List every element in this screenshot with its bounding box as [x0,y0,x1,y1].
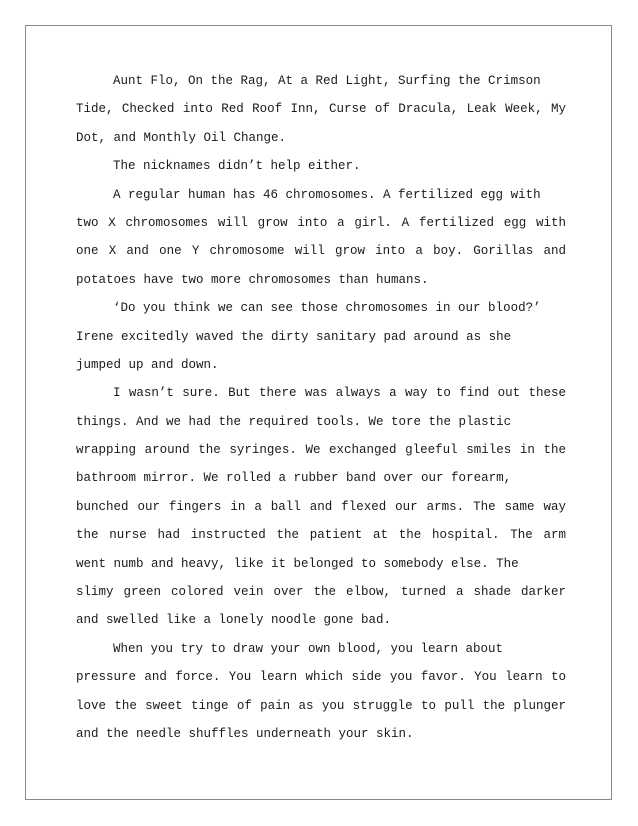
text-line: Tide, Checked into Red Roof Inn, Curse of Dracula, Leak Week, My [76,102,566,117]
text-line: When you try to draw your own blood, you learn about [113,641,504,656]
text-line: wrapping around the syringes. We exchanged gleeful smiles in the [76,443,566,458]
text-line: pressure and force. You learn which side you favor. You learn to [76,670,566,685]
text-line: the nurse had instructed the patient at the hospital. The arm [76,528,566,543]
text-line: went numb and heavy, like it belonged to somebody else. The [76,556,519,571]
text-line: A regular human has 46 chromosomes. A fertilized egg with [113,187,541,202]
text-line: love the sweet tinge of pain as you struggle to pull the plunger [76,698,566,713]
text-line: jumped up and down. [76,357,219,372]
document-body [76,67,566,748]
text-line: potatoes have two more chromosomes than humans. [76,272,429,287]
text-line: two X chromosomes will grow into a girl. A fertilized egg with [76,215,566,230]
text-line: bathroom mirror. We rolled a rubber band over our forearm, [76,471,512,486]
text-line: Irene excitedly waved the dirty sanitary pad around as she [76,329,512,344]
text-line: and the needle shuffles underneath your skin. [76,726,414,741]
text-line: Dot, and Monthly Oil Change. [76,130,287,145]
text-line: things. And we had the required tools. We tore the plastic [76,414,512,429]
text-line: I wasn’t sure. But there was always a way to find out these [113,386,566,401]
text-line: ‘Do you think we can see those chromosomes in our blood?’ [113,301,541,316]
text-line: slimy green colored vein over the elbow, turned a shade darker [76,585,566,600]
text-line: Aunt Flo, On the Rag, At a Red Light, Surfing the Crimson [113,74,541,88]
text-line: bunched our fingers in a ball and flexed our arms. The same way [76,499,566,514]
text-line: one X and one Y chromosome will grow into a boy. Gorillas and [76,244,566,259]
text-line: The nicknames didn’t help either. [113,159,361,174]
text-line: and swelled like a lonely noodle gone bad. [76,613,392,628]
